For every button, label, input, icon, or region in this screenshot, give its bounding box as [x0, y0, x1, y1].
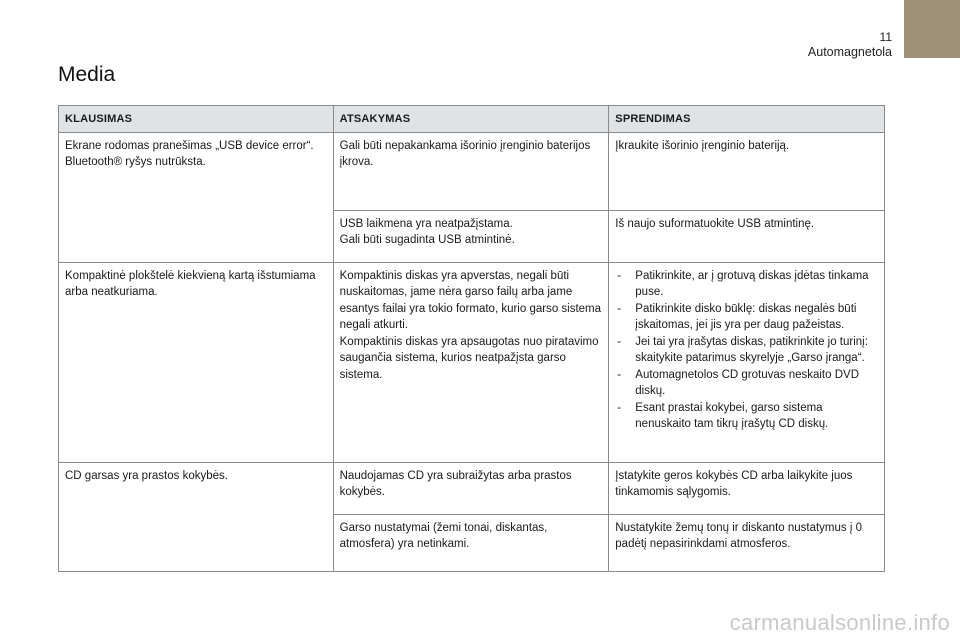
table-header-row: [59, 106, 885, 133]
question-cell: [59, 132, 334, 262]
answer-cell: [333, 132, 609, 210]
chapter-color-tab: [904, 0, 960, 58]
question-cell: [59, 262, 334, 462]
column-header-solution: SPRENDIMAS: [609, 106, 885, 133]
answer-text: Kompaktinis diskas yra apsaugotas nuo piratavimo saugančia sistema, kurios neatpažįsta garso sistema.: [339, 335, 599, 381]
question-text: Kompaktinė plokštelė kiekvieną kartą išstumiama arba neatkuriama.: [65, 269, 316, 298]
answer-text: Naudojamas CD yra subraižytas arba prastos kokybės.: [339, 469, 572, 498]
solution-text: Iš naujo suformatuokite USB atmintinę.: [615, 217, 815, 230]
question-text: CD garsas yra prastos kokybės.: [65, 469, 228, 482]
answer-cell: [333, 210, 609, 262]
page-number: 11: [879, 30, 892, 44]
list-item: - Patikrinkite, ar į grotuvą diskas įdėtas tinkama puse.: [615, 268, 878, 301]
list-item: - Jei tai yra įrašytas diskas, patikrinkite jo turinį: skaitykite patarimus skyrelyje „Garso įranga“.: [615, 334, 878, 367]
answer-text: Garso nustatymai (žemi tonai, diskantas, atmosfera) yra netinkami.: [339, 521, 548, 550]
watermark: carmanualsonline.info: [729, 610, 950, 635]
table-row: [59, 132, 885, 210]
table-row: [59, 462, 885, 514]
question-text: Ekrane rodomas pranešimas „USB device error“.: [65, 139, 314, 152]
list-item: - Automagnetolos CD grotuvas neskaito DVD diskų.: [615, 367, 878, 400]
table-row: [59, 262, 885, 462]
answer-text: USB laikmena yra neatpažįstama.: [339, 217, 513, 230]
column-header-question: KLAUSIMAS: [59, 106, 334, 133]
solution-cell: [609, 210, 885, 262]
solution-text: Įkraukite išorinio įrenginio bateriją.: [615, 139, 790, 152]
solution-list: [615, 268, 878, 433]
troubleshooting-table: [58, 105, 885, 572]
list-item: - Esant prastai kokybei, garso sistema nenuskaito tam tikrų įrašytų CD diskų.: [615, 400, 878, 433]
answer-cell: [333, 514, 609, 571]
list-item: - Patikrinkite disko būklę: diskas negalės būti įskaitomas, jei jis yra per daug pažeistas.: [615, 301, 878, 334]
section-title: Media: [58, 63, 116, 86]
solution-text: Įstatykite geros kokybės CD arba laikykite juos tinkamomis sąlygomis.: [615, 469, 853, 498]
chapter-title: Automagnetola: [807, 45, 892, 59]
question-text: Bluetooth® ryšys nutrūksta.: [65, 156, 206, 168]
solution-cell: [609, 514, 885, 571]
answer-cell: [333, 262, 609, 462]
answer-text: Kompaktinis diskas yra apverstas, negali būti nuskaitomas, jame nėra garso failų arba jame esantys failai yra tokio formato, kurio garso sistema negali atkurti.: [339, 269, 602, 331]
column-header-answer: ATSAKYMAS: [333, 106, 609, 133]
answer-text: Gali būti nepakankama išorinio įrenginio baterijos įkrova.: [339, 139, 591, 168]
solution-cell: [609, 132, 885, 210]
answer-cell: [333, 462, 609, 514]
solution-text: Nustatykite žemų tonų ir diskanto nustatymus į 0 padėtį nepasirinkdami atmosferos.: [615, 521, 863, 550]
solution-cell: [609, 462, 885, 514]
question-cell: [59, 462, 334, 571]
answer-text: Gali būti sugadinta USB atmintinė.: [339, 234, 515, 246]
solution-cell: [609, 262, 885, 462]
